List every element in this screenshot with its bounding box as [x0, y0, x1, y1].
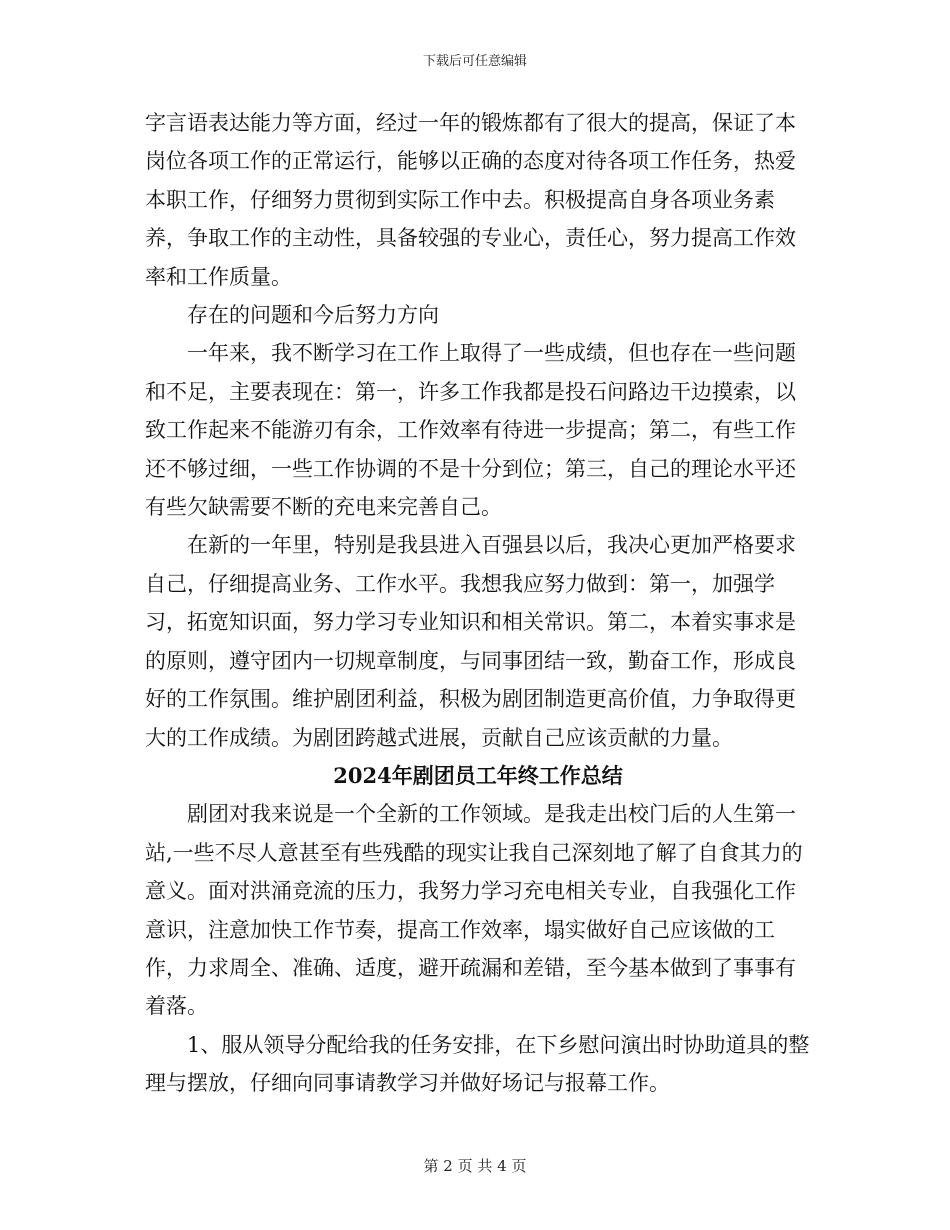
document-title: 2024年剧团员工年终工作总结: [333, 762, 623, 788]
page-header-note: 下载后可任意编辑: [422, 54, 527, 69]
paragraph-problems: 一年来，我不断学习在工作上取得了一些成绩，但也存在一些问题和不足，主要表现在：第一，许多工作我都是投石问路边干边摸索，以致工作起来不能游刃有余，工作效率有待进一步提高；第二，有些工作还不够过细，一些工作协调的不是十分到位；第三，自己的理论水平还有些欠缺需要不断的充电来完善自己。: [145, 341, 796, 520]
document-body: [145, 104, 811, 1103]
paragraph-item-1: 1、服从领导分配给我的任务安排，在下乡慰问演出时协助道具的整理与摆放，仔细向同事请教学习并做好场记与报幕工作。: [145, 1032, 810, 1096]
paragraph-intro: 剧团对我来说是一个全新的工作领域。是我走出校门后的人生第一站,一些不尽人意甚至有些残酷的现实让我自己深刻地了解了自食其力的意义。面对洪涌竞流的压力，我努力学习充电相关专业，自我强化工作意识，注意加快工作节奏，提高工作效率，塌实做好自己应该做的工作，力求周全、准确、适度，避开疏漏和差错，至今基本做到了事事有着落。: [145, 802, 803, 1019]
page-footer-number: 第 2 页 共 4 页: [423, 1157, 527, 1175]
paragraph-continued: 字言语表达能力等方面，经过一年的锻炼都有了很大的提高，保证了本岗位各项工作的正常运行，能够以正确的态度对待各项工作任务，热爱本职工作，仔细努力贯彻到实际工作中去。积极提高自身各项业务素养，争取工作的主动性，具备较强的专业心，责任心，努力提高工作效率和工作质量。: [145, 111, 796, 289]
paragraph-new-year-plan: 在新的一年里，特别是我县进入百强县以后，我决心更加严格要求自己，仔细提高业务、工作水平。我想我应努力做到：第一，加强学习，拓宽知识面，努力学习专业知识和相关常识。第二，本着实事求是的原则，遵守团内一切规章制度，与同事团结一致，勤奋工作，形成良好的工作氛围。维护剧团利益，积极为剧团制造更高价值，力争取得更大的工作成绩。为剧团跨越式进展，贡献自己应该贡献的力量。: [145, 533, 796, 750]
section-heading-problems: 存在的问题和今后努力方向: [187, 303, 439, 328]
